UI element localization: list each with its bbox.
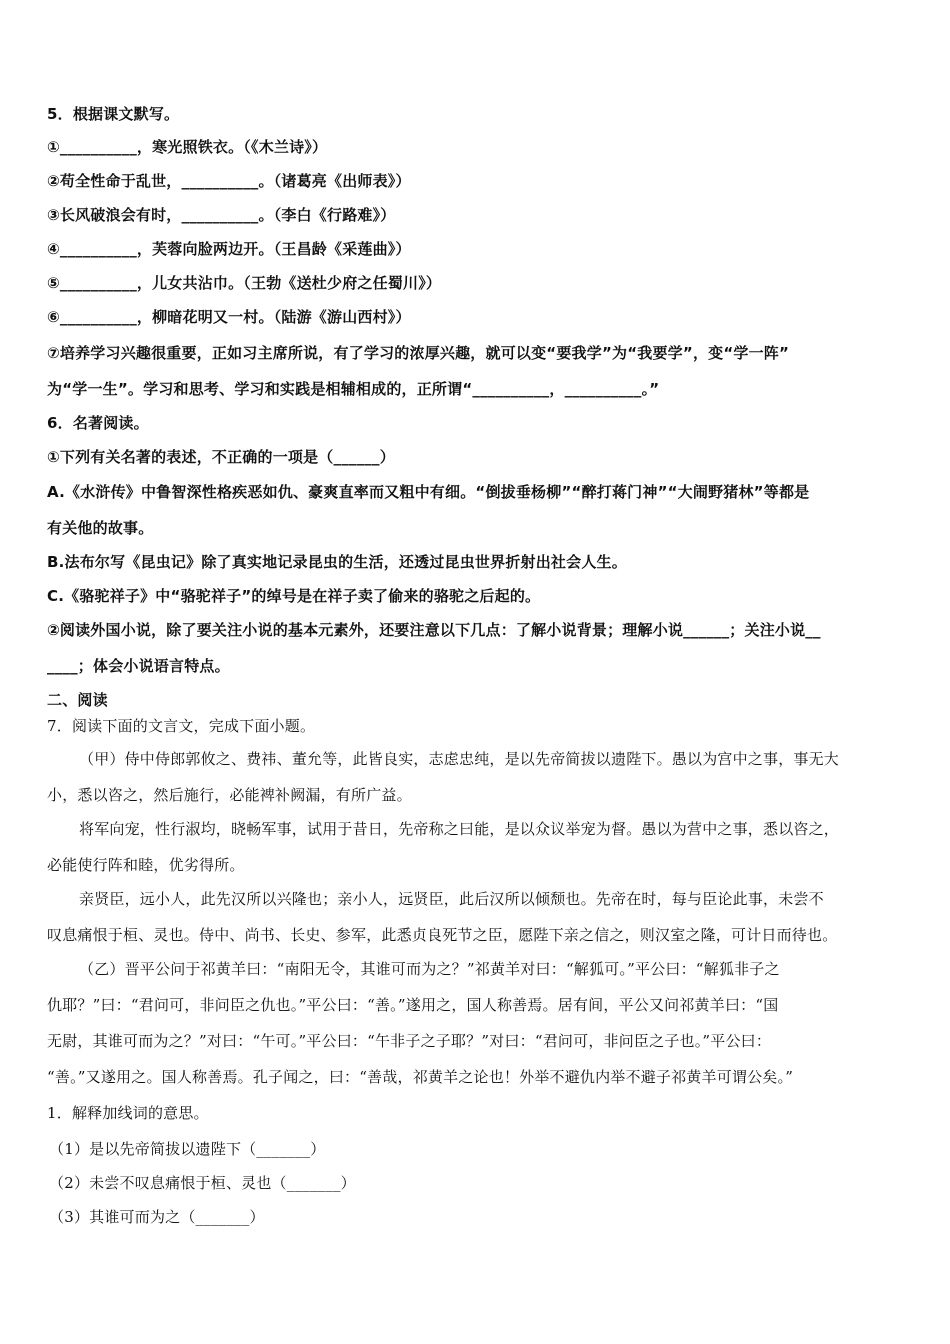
text-line: 二、阅读	[47, 691, 108, 709]
text-line: （1）是以先帝简拔以遗陛下（_______）	[49, 1140, 326, 1158]
text-line: 5．根据课文默写。	[47, 105, 180, 123]
text-line: C.《骆驼祥子》中“骆驼祥子”的绰号是在祥子卖了偷来的骆驼之后起的。	[47, 587, 541, 605]
text-line: “善。”又遂用之。国人称善焉。孔子闻之，曰：“善哉，祁黄羊之论也！外举不避仇内举不避子祁黄羊可谓公矣。”	[47, 1068, 794, 1086]
text-line: A.《水浒传》中鲁智深性格疾恶如仇、豪爽直率而又粗中有细。“倒拔垂杨柳”“醉打蒋门神”“大闹野猪林”等都是	[47, 483, 810, 501]
text-line: ③长风破浪会有时，__________。（李白《行路难》）	[47, 206, 396, 224]
text-line: ④__________，芙蓉向脸两边开。（王昌龄《采莲曲》）	[47, 240, 411, 258]
text-line: 7．阅读下面的文言文，完成下面小题。	[47, 717, 316, 735]
text-line: （乙）晋平公问于祁黄羊曰：“南阳无令，其谁可而为之？”祁黄羊对曰：“解狐可。”平公曰：“解狐非子之	[79, 960, 780, 978]
text-line: ①__________，寒光照铁衣。（《木兰诗》）	[47, 138, 328, 156]
text-line: ⑤__________，儿女共沾巾。（王勃《送杜少府之任蜀川》）	[47, 274, 442, 292]
text-line: 6．名著阅读。	[47, 414, 149, 432]
text-line: ②苟全性命于乱世，__________。（诸葛亮《出师表》）	[47, 172, 411, 190]
text-line: 叹息痛恨于桓、灵也。侍中、尚书、长史、参军，此悉贞良死节之臣，愿陛下亲之信之，则汉室之隆，可计日而待也。	[47, 926, 838, 944]
text-line: ①下列有关名著的表述，不正确的一项是（______）	[47, 448, 395, 466]
text-line: （3）其谁可而为之（_______）	[49, 1208, 265, 1226]
text-line: ⑥__________，柳暗花明又一村。（陆游《游山西村》）	[47, 308, 411, 326]
text-line: 小，悉以咨之，然后施行，必能裨补阙漏，有所广益。	[47, 786, 412, 804]
text-line: ____；体会小说语言特点。	[47, 657, 230, 675]
text-line: ②阅读外国小说，除了要关注小说的基本元素外，还要注意以下几点：了解小说背景；理解小说______；关注小说__	[47, 621, 821, 639]
text-line: （甲）侍中侍郎郭攸之、费祎、董允等，此皆良实，志虑忠纯，是以先帝简拔以遗陛下。愚以为宫中之事，事无大	[79, 750, 840, 768]
text-line: 为“学一生”。学习和思考、学习和实践是相辅相成的，正所谓“__________，__________。”	[47, 380, 660, 398]
text-line: 有关他的故事。	[47, 519, 154, 537]
text-line: 无尉，其谁可而为之？”对曰：“午可。”平公曰：“午非子之子耶？”对曰：“君问可，非问臣之子也。”平公曰：	[47, 1032, 772, 1050]
text-line: 1．解释加线词的意思。	[47, 1104, 209, 1122]
text-line: （2）未尝不叹息痛恨于桓、灵也（_______）	[49, 1174, 356, 1192]
text-line: 仇耶？”曰：“君问可，非问臣之仇也。”平公曰：“善。”遂用之，国人称善焉。居有间，平公又问祁黄羊曰：“国	[47, 996, 779, 1014]
text-line: 亲贤臣，远小人，此先汉所以兴隆也；亲小人，远贤臣，此后汉所以倾颓也。先帝在时，每与臣论此事，未尝不	[79, 890, 824, 908]
text-line: 必能使行阵和睦，优劣得所。	[47, 856, 245, 874]
text-line: ⑦培养学习兴趣很重要，正如习主席所说，有了学习的浓厚兴趣，就可以变“要我学”为“我要学”，变“学一阵”	[47, 344, 790, 362]
text-line: 将军向宠，性行淑均，晓畅军事，试用于昔日，先帝称之曰能，是以众议举宠为督。愚以为营中之事，悉以咨之，	[79, 820, 840, 838]
text-line: B.法布尔写《昆虫记》除了真实地记录昆虫的生活，还透过昆虫世界折射出社会人生。	[47, 553, 627, 571]
